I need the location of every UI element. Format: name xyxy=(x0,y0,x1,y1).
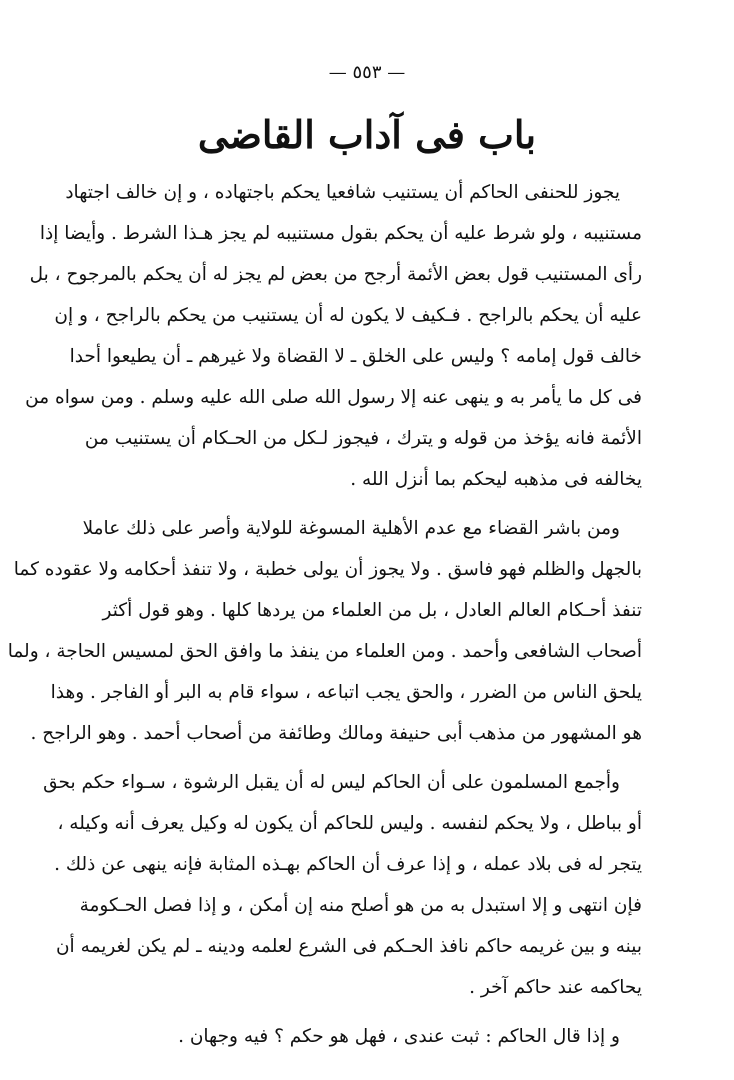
paragraph-1 xyxy=(25,172,642,500)
text-line: ومن باشر القضاء مع عدم الأهلية المسوغة للولاية وأصر على ذلك عاملا xyxy=(82,518,620,539)
paragraph-gap xyxy=(122,754,642,762)
text-line: يلحق الناس من الضرر ، والحق يجب اتباعه ، سواء قام به البر أو الفاجر . وهذا xyxy=(50,682,642,703)
text-line: رأى المستنيب قول بعض الأئمة أرجح من بعض لم يجز له أن يحكم بالمرجوح ، بل xyxy=(29,264,642,285)
chapter-title: باب فى آداب القاضى xyxy=(197,112,537,157)
text-line: أصحاب الشافعى وأحمد . ومن العلماء من ينفذ ما وافق الحق لمسيس الحاجة ، ولما xyxy=(7,641,642,662)
text-line: و إذا قال الحاكم : ثبت عندى ، فهل هو حكم ؟ فيه وجهان . xyxy=(178,1026,620,1047)
text-line: مستنيبه ، ولو شرط عليه أن يحكم بقول مستنيبه لم يجز هـذا الشرط . وأيضا إذا xyxy=(39,223,642,244)
text-line: يحاكمه عند حاكم آخر . xyxy=(469,977,642,998)
text-line: عليه أن يحكم بالراجح . فـكيف لا يكون له أن يستنيب من يحكم بالراجح ، و إن xyxy=(54,305,642,326)
body-text xyxy=(7,172,642,1057)
text-line: تنفذ أحـكام العالم العادل ، بل من العلماء من يردها كلها . وهو قول أكثر xyxy=(102,600,642,621)
text-line: يجوز للحنفى الحاكم أن يستنيب شافعيا يحكم باجتهاده ، و إن خالف اجتهاد xyxy=(65,182,620,203)
paragraph-3 xyxy=(43,762,642,1008)
text-line: فإن انتهى و إلا استبدل به من هو أصلح منه إن أمكن ، و إذا فصل الحـكومة xyxy=(79,895,642,916)
paragraph-gap xyxy=(122,500,642,508)
text-line: هو المشهور من مذهب أبى حنيفة ومالك وطائفة من أصحاب أحمد . وهو الراجح . xyxy=(30,723,642,744)
text-line: الأئمة فانه يؤخذ من قوله و يترك ، فيجوز لـكل من الحـكام أن يستنيب من xyxy=(84,428,642,449)
text-line: يخالفه فى مذهبه ليحكم بما أنزل الله . xyxy=(350,469,642,490)
paragraph-gap xyxy=(122,1008,642,1016)
text-line: وأجمع المسلمون على أن الحاكم ليس له أن يقبل الرشوة ، سـواء حكم بحق xyxy=(43,772,620,793)
text-line: أو بباطل ، ولا يحكم لنفسه . وليس للحاكم أن يكون له وكيل يعرف أنه وكيله ، xyxy=(57,813,642,834)
text-line: خالف قول إمامه ؟ وليس على الخلق ـ لا القضاة ولا غيرهم ـ أن يطيعوا أحدا xyxy=(69,346,642,367)
text-line: فى كل ما يأمر به و ينهى عنه إلا رسول الله صلى الله عليه وسلم . ومن سواه من xyxy=(25,387,642,408)
paragraph-2 xyxy=(7,508,642,754)
page-number: — ٥٥٣ — xyxy=(328,62,406,83)
text-line: بالجهل والظلم فهو فاسق . ولا يجوز أن يولى خطبة ، ولا تنفذ أحكامه ولا عقوده كما xyxy=(13,559,642,580)
text-line: يتجر له فى بلاد عمله ، و إذا عرف أن الحاكم بهـذه المثابة فإنه ينهى عن ذلك . xyxy=(54,854,642,875)
paragraph-4 xyxy=(122,1016,642,1057)
text-line: بينه و بين غريمه حاكم نافذ الحـكم فى الشرع لعلمه ودينه ـ لم يكن لغريمه أن xyxy=(55,936,642,957)
